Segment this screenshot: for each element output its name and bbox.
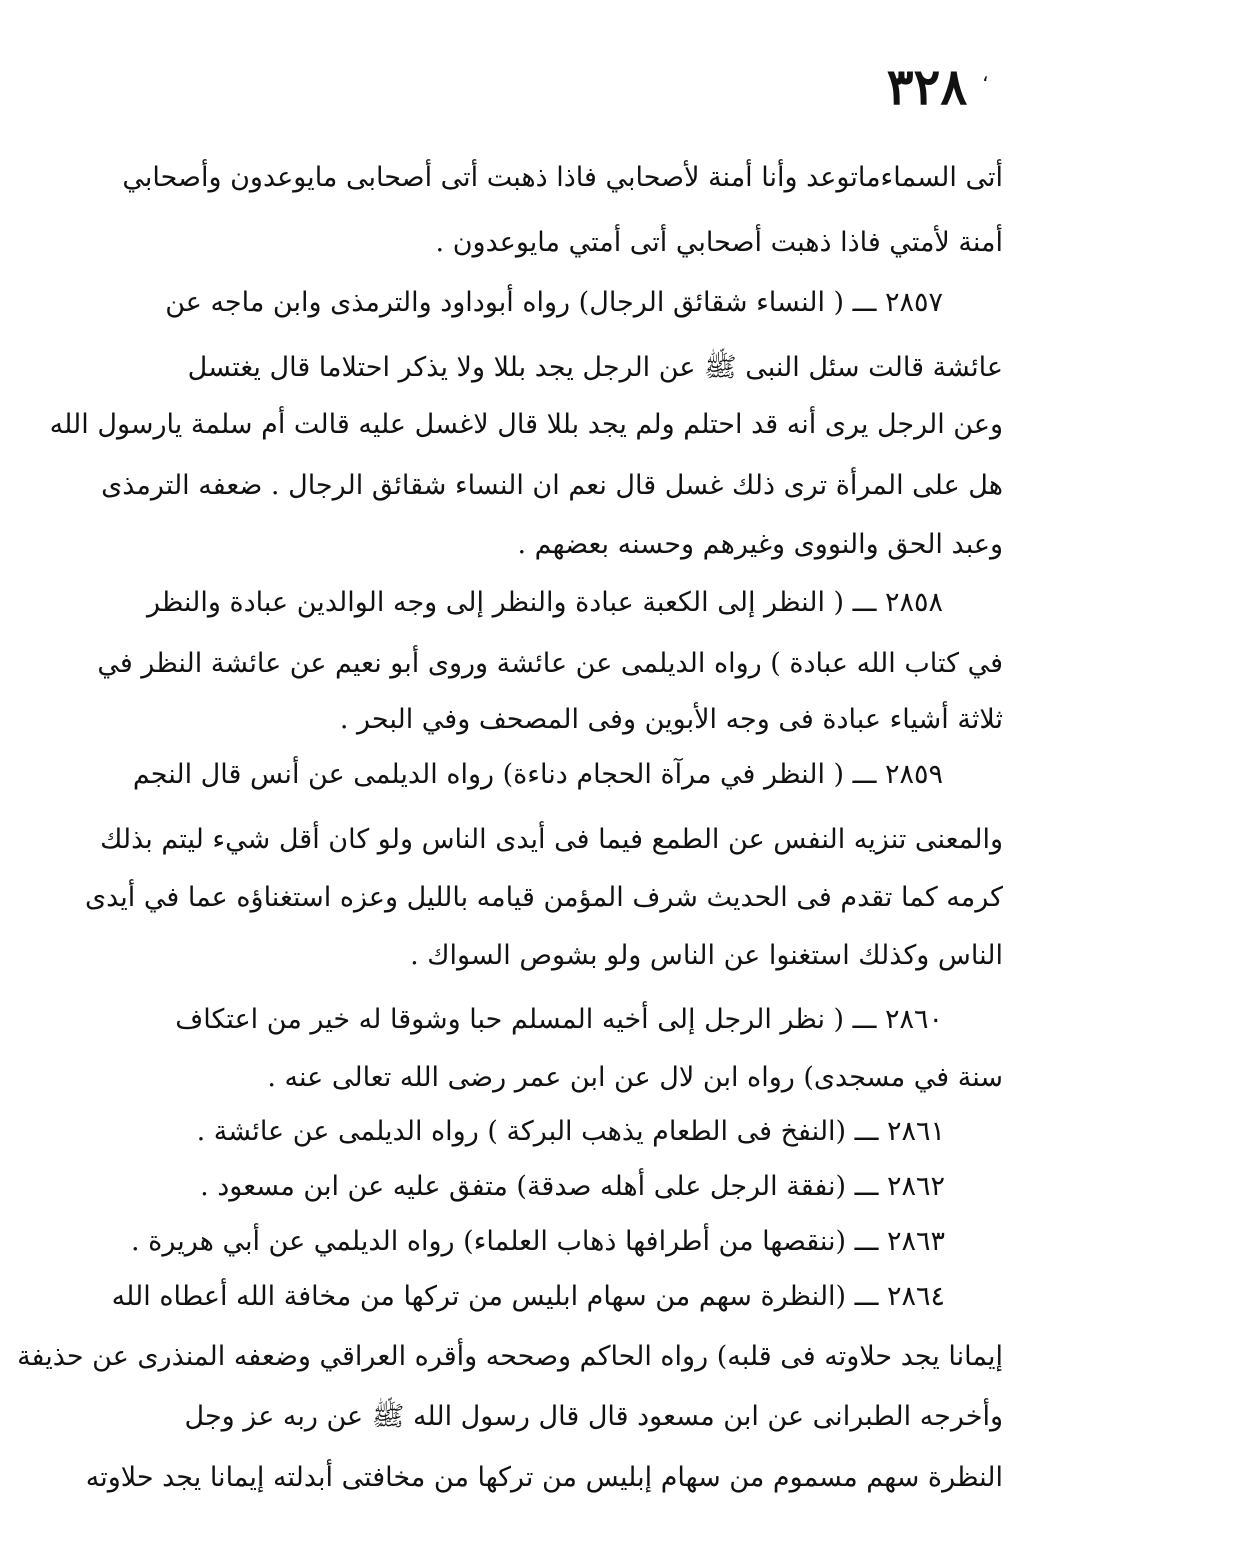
hadith-2858-heading-line: ٢٨٥٨ ـــ ( النظر إلى الكعبة عبادة والنظر إلى وجه الوالدين عبادة والنظر	[146, 587, 943, 618]
hadith-2860-heading-line: ٢٨٦٠ ـــ ( نظر الرجل إلى أخيه المسلم حبا وشوقا له خير من اعتكاف	[175, 1004, 943, 1035]
text-line: أمنة لأمتي فاذا ذهبت أصحابي أتى أمتي مايوعدون .	[435, 227, 1003, 258]
text-line: هل على المرأة ترى ذلك غسل قال نعم ان النساء شقائق الرجال . ضعفه الترمذى	[101, 470, 1003, 501]
hadith-2857-heading-line: ٢٨٥٧ ـــ ( النساء شقائق الرجال) رواه أبوداود والترمذى وابن ماجه عن	[165, 287, 943, 318]
page-number: ٣٢٨	[886, 57, 968, 116]
hadith-2862-line: ٢٨٦٢ ـــ (نفقة الرجل على أهله صدقة) متفق عليه عن ابن مسعود .	[200, 1171, 945, 1202]
hadith-2863-line: ٢٨٦٣ ـــ (ننقصها من أطرافها ذهاب العلماء) رواه الديلمي عن أبي هريرة .	[131, 1226, 945, 1257]
text-line: النظرة سهم مسموم من سهام إبليس من تركها من مخافتى أبدلته إيمانا يجد حلاوته	[85, 1462, 1003, 1493]
text-line: وأخرجه الطبرانى عن ابن مسعود قال قال رسول الله ﷺ عن ربه عز وجل	[184, 1401, 1003, 1432]
text-line: والمعنى تنزيه النفس عن الطمع فيما فى أيدى الناس ولو كان أقل شيء ليتم بذلك	[100, 824, 1003, 855]
text-line: وعن الرجل يرى أنه قد احتلم ولم يجد بللا قال لاغسل عليه قالت أم سلمة يارسول الله	[49, 409, 1003, 440]
hadith-2864-heading-line: ٢٨٦٤ ـــ (النظرة سهم من سهام ابليس من تركها من مخافة الله أعطاه الله	[111, 1281, 945, 1312]
text-line: إيمانا يجد حلاوته فى قلبه) رواه الحاكم وصححه وأقره العراقي وضعفه المنذرى عن حذيفة	[17, 1341, 1003, 1372]
text-line: كرمه كما تقدم فى الحديث شرف المؤمن قيامه بالليل وعزه استغناؤه عما في أيدى	[84, 882, 1003, 913]
hadith-2859-heading-line: ٢٨٥٩ ـــ ( النظر في مرآة الحجام دناءة) رواه الديلمى عن أنس قال النجم	[132, 759, 943, 790]
text-line: أتى السماءماتوعد وأنا أمنة لأصحابي فاذا ذهبت أتى أصحابى مايوعدون وأصحابي	[122, 162, 1003, 193]
text-line: وعبد الحق والنووى وغيرهم وحسنه بعضهم .	[517, 529, 1003, 560]
text-line: الناس وكذلك استغنوا عن الناس ولو بشوص السواك .	[410, 940, 1003, 971]
text-line: عائشة قالت سئل النبى ﷺ عن الرجل يجد بللا ولا يذكر احتلاما قال يغتسل	[187, 352, 1003, 383]
page-corner-mark: ،	[982, 62, 989, 86]
page-body	[17, 0, 1003, 1567]
text-line: ثلاثة أشياء عبادة فى وجه الأبوين وفى المصحف وفي البحر .	[339, 704, 1003, 735]
hadith-2861-line: ٢٨٦١ ـــ (النفخ فى الطعام يذهب البركة ) رواه الديلمى عن عائشة .	[196, 1116, 945, 1147]
text-line: سنة في مسجدى) رواه ابن لال عن ابن عمر رضى الله تعالى عنه .	[267, 1062, 1003, 1093]
text-line: في كتاب الله عبادة ) رواه الديلمى عن عائشة وروى أبو نعيم عن عائشة النظر في	[97, 648, 1003, 679]
